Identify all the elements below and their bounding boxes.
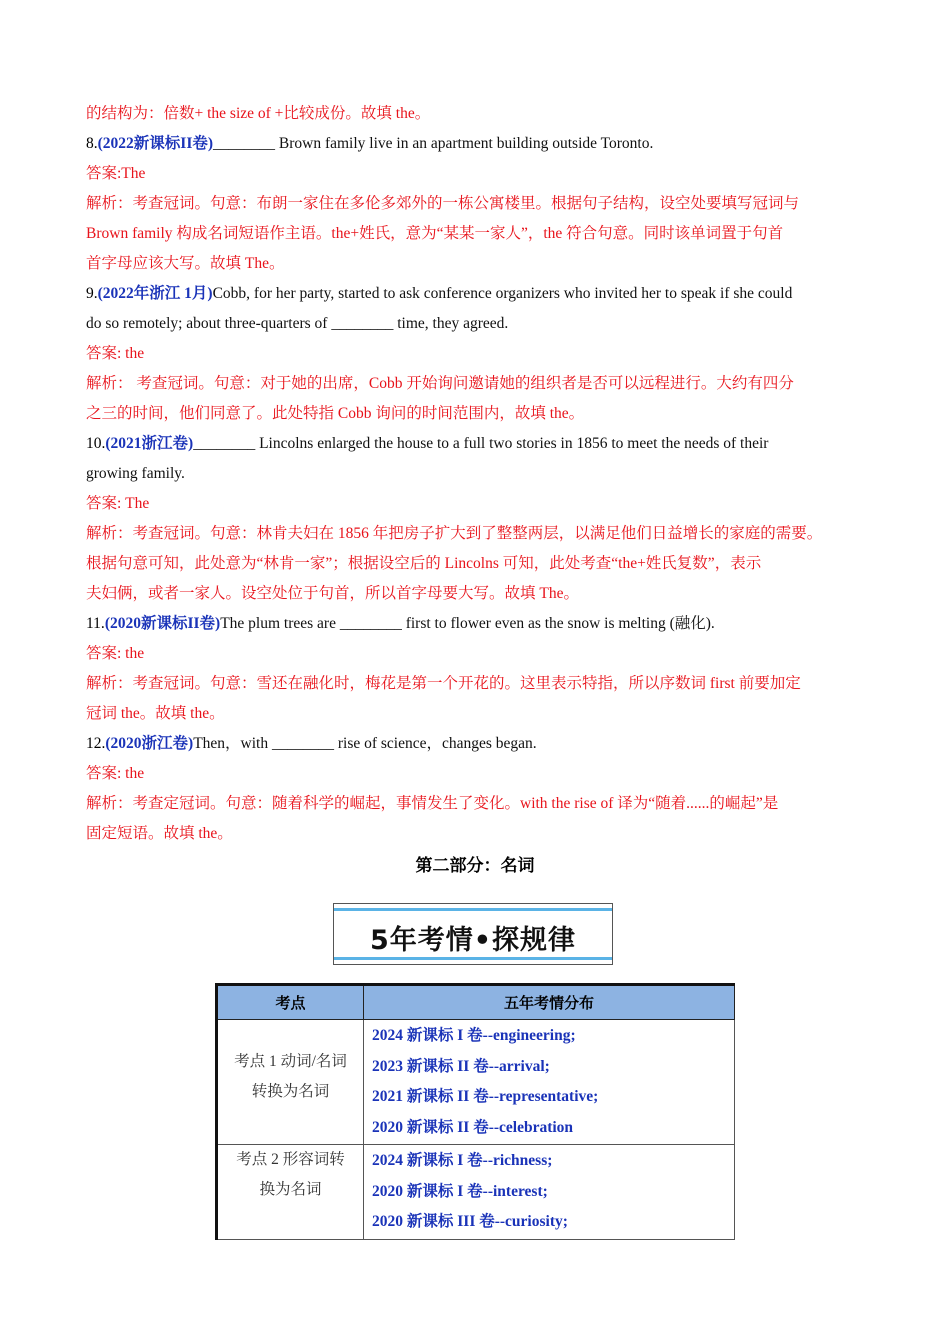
question-text: Cobb, for her party, started to ask conference organizers who invited her to speak if she could <box>212 285 793 302</box>
question-text: Then，with ________ rise of science，changes began. <box>193 735 537 752</box>
document-body <box>86 99 864 898</box>
answer-line: 答案: the <box>86 345 145 362</box>
question-number: 10. <box>86 435 106 452</box>
entry: 2021 新课标 II 卷--representative; <box>372 1088 599 1105</box>
question-number: 8. <box>86 135 98 152</box>
section-title: 第二部分：名词 <box>415 856 535 876</box>
question-number: 11. <box>86 615 105 632</box>
question-8 <box>86 129 864 159</box>
entry: 2024 新课标 I 卷--richness; <box>372 1152 553 1169</box>
topic-cell <box>217 1145 364 1240</box>
question-text: ________ Lincolns enlarged the house to a full two stories in 1856 to meet the needs of their <box>193 435 769 452</box>
explanation-line: 固定短语。故填 the。 <box>86 825 233 842</box>
explanation-line: 之三的时间，他们同意了。此处特指 Cobb 询问的时间范围内，故填 the。 <box>86 405 585 422</box>
entries-cell <box>364 1020 735 1145</box>
question-source: (2022年浙江 1月) <box>97 285 213 302</box>
question-source: (2022新课标II卷) <box>97 135 214 152</box>
question-number: 9. <box>86 285 98 302</box>
answer-line: 答案: the <box>86 645 145 662</box>
topic-line: 转换为名词 <box>251 1083 330 1100</box>
banner-title: 5年考情•探规律 <box>369 925 577 956</box>
question-text: The plum trees are ________ first to flower even as the snow is melting (融化). <box>220 615 715 632</box>
explanation-line: 夫妇俩，或者一家人。设空处位于句首，所以首字母要大写。故填 The。 <box>86 585 579 602</box>
entry: 2024 新课标 I 卷--engineering; <box>372 1027 576 1044</box>
banner-top-bar <box>334 908 612 911</box>
explanation-line: 的结构为：倍数+ the size of +比较成份。故填 the。 <box>86 105 431 122</box>
header-topic: 考点 <box>217 985 364 1020</box>
banner-bottom-bar <box>334 957 612 960</box>
entry: 2020 新课标 III 卷--curiosity; <box>372 1213 568 1230</box>
explanation-line: 冠词 the。故填 the。 <box>86 705 225 722</box>
answer-line: 答案: the <box>86 765 145 782</box>
explanation-line: Brown family 构成名词短语作主语。the+姓氏，意为“某某一家人”，the 符合句意。同时该单词置于句首 <box>86 225 784 242</box>
table-row <box>217 1020 735 1145</box>
question-10 <box>86 429 864 459</box>
explanation-line: 解析：考查冠词。句意：布朗一家住在多伦多郊外的一栋公寓楼里。根据句子结构，设空处要填写冠词与 <box>86 195 800 212</box>
entries-cell <box>364 1145 735 1240</box>
explanation-line: 根据句意可知，此处意为“林肯一家”；根据设空后的 Lincolns 可知，此处考查“the+姓氏复数”，表示 <box>86 555 762 572</box>
topic-line: 换为名词 <box>259 1181 322 1198</box>
question-text: do so remotely; about three-quarters of ________ time, they agreed. <box>86 315 509 332</box>
question-text: ________ Brown family live in an apartment building outside Toronto. <box>213 135 654 152</box>
explanation-line: 解析：考查冠词。句意：林肯夫妇在 1856 年把房子扩大到了整整两层，以满足他们日益增长的家庭的需要。 <box>86 525 823 542</box>
question-source: (2020新课标II卷) <box>104 615 221 632</box>
answer-line: 答案: The <box>86 495 150 512</box>
topic-line: 考点 1 动词/名词 <box>234 1053 347 1070</box>
answer-line: 答案:The <box>86 165 146 182</box>
entry: 2020 新课标 II 卷--celebration <box>372 1118 574 1136</box>
banner <box>333 897 615 968</box>
entry: 2020 新课标 I 卷--interest; <box>372 1182 548 1200</box>
question-number: 12. <box>86 735 106 752</box>
explanation-line: 解析： 考查冠词。句意：对于她的出席，Cobb 开始询问邀请她的组织者是否可以远程进行。大约有四分 <box>86 375 794 392</box>
question-11 <box>86 609 864 639</box>
question-12 <box>86 729 864 759</box>
topic-cell <box>217 1020 364 1145</box>
explanation-line: 解析：考查冠词。句意：雪还在融化时，梅花是第一个开花的。这里表示特指，所以序数词 first 前要加定 <box>86 675 801 692</box>
question-source: (2020浙江卷) <box>105 735 194 752</box>
exam-trend-table <box>215 983 735 1240</box>
explanation-line: 解析：考查定冠词。句意：随着科学的崛起，事情发生了变化。with the rise of 译为“随着......的崛起”是 <box>86 795 779 812</box>
question-source: (2021浙江卷) <box>105 435 194 452</box>
topic-line: 考点 2 形容词转 <box>236 1151 345 1168</box>
header-distribution: 五年考情分布 <box>364 985 735 1020</box>
entry: 2023 新课标 II 卷--arrival; <box>372 1057 550 1075</box>
table-header-row <box>217 985 735 1020</box>
explanation-line: 首字母应该大写。故填 The。 <box>86 255 285 272</box>
question-9 <box>86 279 864 309</box>
question-text: growing family. <box>86 465 185 482</box>
table-row <box>217 1145 735 1240</box>
banner-box <box>333 903 613 965</box>
